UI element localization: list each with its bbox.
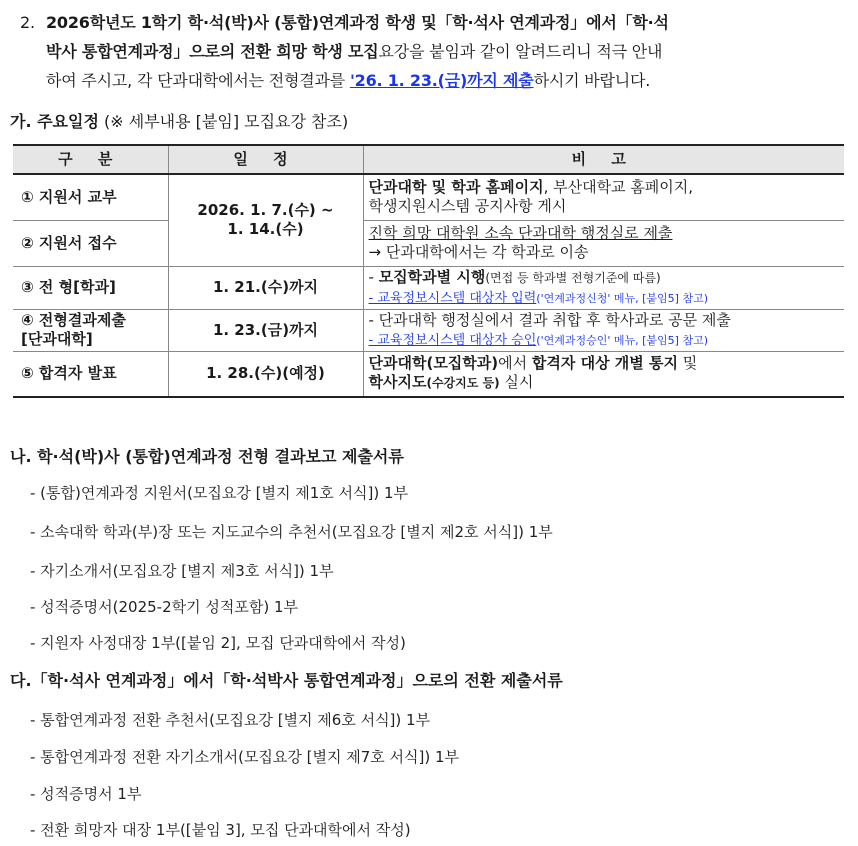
row-category: ④ 전형결과제출 [단과대학] — [13, 309, 168, 351]
row-date-merged: 2026. 1. 7.(수) ~ 1. 14.(수) — [168, 174, 363, 266]
list-item: - 소속대학 학과(부)장 또는 지도교수의 추천서(모집요강 [별지 제2호 서식]) 1부 — [30, 523, 553, 541]
section-da-heading — [10, 670, 563, 692]
intro-line-1 — [20, 8, 850, 37]
intro-line-2 — [20, 37, 850, 66]
intro-text-2-bold: 박사 통합연계과정」으로의 전환 희망 학생 모집 — [46, 42, 379, 61]
row-date: 1. 23.(금)까지 — [168, 309, 363, 351]
section-na-heading — [10, 446, 404, 468]
row-category: ① 지원서 교부 — [13, 174, 168, 220]
header-schedule: 일 정 — [168, 145, 363, 174]
row-remarks: 진학 희망 대학원 소속 단과대학 행정실로 제출 → 단과대학에서는 각 학과로 이송 — [363, 220, 844, 266]
deadline-highlight: '26. 1. 23.(금)까지 제출 — [349, 71, 534, 90]
list-item: - (통합)연계과정 지원서(모집요강 [별지 제1호 서식]) 1부 — [30, 484, 409, 502]
header-category: 구 분 — [13, 145, 168, 174]
table-row — [13, 351, 844, 397]
table-row — [13, 266, 844, 309]
section-ga-heading — [10, 111, 348, 133]
list-item: - 전환 희망자 대장 1부([붙임 3], 모집 단과대학에서 작성) — [30, 821, 411, 839]
intro-text-1: 2026학년도 1학기 학·석(박)사 (통합)연계과정 학생 및「학·석사 연계과정」에서「학·석 — [46, 13, 669, 32]
row-remarks: - 모집학과별 시행(면접 등 학과별 전형기준에 따름) - 교육정보시스템 대상자 입력('연계과정신청' 메뉴, [붙임5] 참고) — [363, 266, 844, 309]
list-item: - 통합연계과정 전환 자기소개서(모집요강 [별지 제7호 서식]) 1부 — [30, 748, 460, 766]
header-remarks: 비 고 — [363, 145, 844, 174]
list-item: - 성적증명서(2025-2학기 성적포함) 1부 — [30, 598, 298, 616]
row-category: ② 지원서 접수 — [13, 220, 168, 266]
intro-text-3b: 하시기 바랍니다. — [533, 71, 651, 90]
intro-line-3 — [20, 66, 850, 95]
row-category: ③ 전 형[학과] — [13, 266, 168, 309]
table-row — [13, 220, 844, 266]
intro-text-2: 요강을 붙임과 같이 알려드리니 적극 안내 — [378, 42, 663, 61]
table-row — [13, 174, 844, 220]
intro-text-3a: 하여 주시고, 각 단과대학에서는 전형결과를 — [46, 71, 350, 90]
section-ga-title: 가. 주요일정 — [10, 112, 99, 131]
section-na-title: 나. 학·석(박)사 (통합)연계과정 전형 결과보고 제출서류 — [10, 447, 404, 466]
schedule-table — [13, 144, 844, 398]
section-ga-note: (※ 세부내용 [붙임] 모집요강 참조) — [98, 112, 349, 131]
list-item: - 통합연계과정 전환 추천서(모집요강 [별지 제6호 서식]) 1부 — [30, 711, 431, 729]
list-item: - 자기소개서(모집요강 [별지 제3호 서식]) 1부 — [30, 562, 334, 580]
list-item: - 성적증명서 1부 — [30, 785, 142, 803]
row-date: 1. 28.(수)(예정) — [168, 351, 363, 397]
row-remarks: 단과대학 및 학과 홈페이지, 부산대학교 홈페이지, 학생지원시스템 공지사항 게시 — [363, 174, 844, 220]
row-remarks: 단과대학(모집학과)에서 합격자 대상 개별 통지 및 학사지도(수강지도 등) 실시 — [363, 351, 844, 397]
table-header-row — [13, 145, 844, 174]
table-row — [13, 309, 844, 351]
row-remarks: - 단과대학 행정실에서 결과 취합 후 학사과로 공문 제출 - 교육정보시스템 대상자 승인('연계과정승인' 메뉴, [붙임5] 참고) — [363, 309, 844, 351]
list-item: - 지원자 사정대장 1부([붙임 2], 모집 단과대학에서 작성) — [30, 634, 406, 652]
section-da-title: 다.「학·석사 연계과정」에서「학·석박사 통합연계과정」으로의 전환 제출서류 — [10, 671, 563, 690]
row-date: 1. 21.(수)까지 — [168, 266, 363, 309]
section-number: 2. — [20, 13, 35, 32]
row-category: ⑤ 합격자 발표 — [13, 351, 168, 397]
intro-paragraph — [20, 8, 850, 95]
